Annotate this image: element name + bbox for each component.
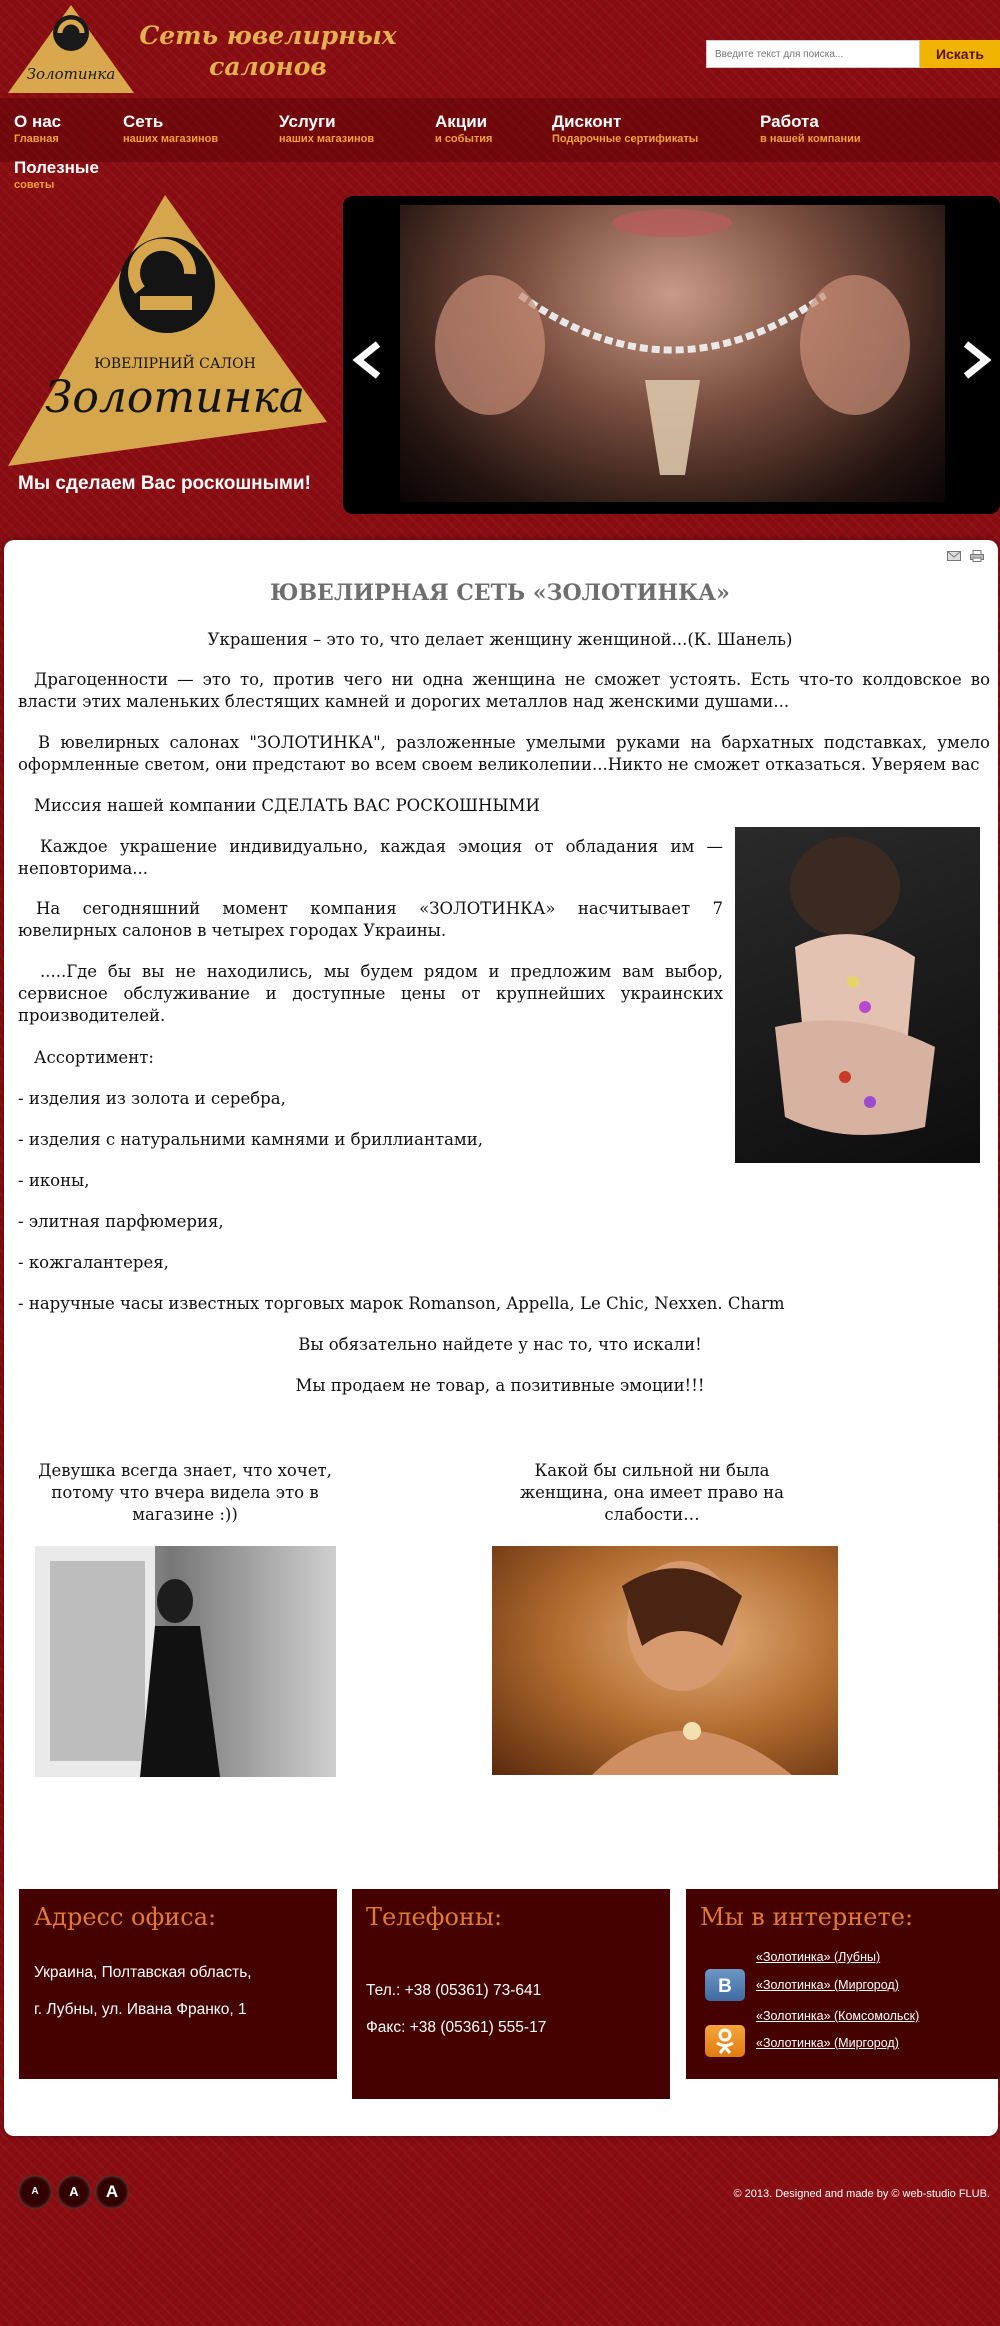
phones-heading: Телефоны: <box>366 1903 503 1931</box>
slider-prev-arrow-icon[interactable] <box>350 340 386 380</box>
paragraph-1: Драгоценности — это то, против чего ни одна женщина не сможет устоять. Есть что-то колдовское во власти этих маленьких блестящих камней и дорогих металлов над женскими душами... <box>18 670 990 711</box>
assortment-item: - изделия с натуральними камнями и бриллиантами, <box>18 1130 484 1149</box>
nav-title: Работа <box>760 112 819 131</box>
nav-item-promotions[interactable] <box>435 112 492 146</box>
assortment-item: - кожгалантерея, <box>18 1253 169 1272</box>
social-link-myrhorod[interactable]: «Золотинка» (Миргород) <box>756 1978 899 1992</box>
nav-title: Услуги <box>279 112 336 131</box>
paragraph-6: .....Где бы вы не находились, мы будем рядом и предложим вам выбор, сервисное обслуживание и доступные цены от крупнейших украинских производителей. <box>18 962 723 1025</box>
logo-script: Золотинка <box>45 372 305 423</box>
nav-item-about[interactable] <box>14 112 61 146</box>
nav-subtitle: советы <box>14 179 55 191</box>
nav-title: О нас <box>14 112 62 131</box>
nav-item-jobs[interactable] <box>760 112 861 146</box>
page-title: ЮВЕЛИРНАЯ СЕТЬ «ЗОЛОТИНКА» <box>270 580 730 606</box>
search-input[interactable] <box>706 40 920 68</box>
caption-left: Девушка всегда знает, что хочет, потому что вчера видела это в магазине :)) <box>38 1461 332 1524</box>
address-heading: Адресс офиса: <box>34 1903 217 1931</box>
assortment-item: - элитная парфюмерия, <box>18 1212 224 1231</box>
nav-title: Дисконт <box>552 112 622 131</box>
quote: Украшения – это то, что делает женщину женщиной...(К. Шанель) <box>207 630 793 649</box>
social-link-komsomolsk[interactable]: «Золотинка» (Комсомольск) <box>756 2009 920 2023</box>
nav-subtitle: наших магазинов <box>123 133 219 145</box>
tagline-line-1: Сеть ювелирных <box>139 21 397 50</box>
nav-subtitle: в нашей компании <box>760 133 861 145</box>
brand-logo-large <box>5 190 330 468</box>
rings-photo <box>735 827 980 1163</box>
caption-right: Какой бы сильной ни была женщина, она имеет право на слабости… <box>519 1461 785 1524</box>
slide-image-necklace <box>400 205 945 502</box>
paragraph-4: Каждое украшение индивидуально, каждая эмоция от обладания им — неповторима... <box>18 837 723 878</box>
phone-number: Тел.: +38 (05361) 73-641 <box>366 1982 542 1999</box>
nav-title: Полезные <box>14 158 99 177</box>
search-button[interactable]: Искать <box>920 40 1000 68</box>
nav-subtitle: Главная <box>14 133 59 145</box>
nav-subtitle: Подарочные сертификаты <box>552 133 699 145</box>
font-size-medium-button[interactable]: A <box>57 2175 91 2209</box>
nav-item-services[interactable] <box>279 112 374 146</box>
slogan: Мы сделаем Вас роскошными! <box>18 473 311 494</box>
tagline-line-2: салонов <box>209 52 327 81</box>
vkontakte-icon[interactable] <box>705 1969 745 2001</box>
svg-text:B: B <box>718 1976 732 1997</box>
nav-item-network[interactable] <box>123 112 218 146</box>
assortment-item: - изделия из золота и серебра, <box>18 1089 286 1108</box>
photo-window-shopping <box>35 1546 336 1777</box>
nav-title: Сеть <box>123 112 164 131</box>
nav-subtitle: наших магазинов <box>279 133 375 145</box>
nav-item-discount[interactable] <box>552 112 698 146</box>
copyright: © 2013. Designed and made by © web-studio FLUB. <box>733 2188 990 2200</box>
closing-line-2: Мы продаем не товар, а позитивные эмоции!!! <box>295 1376 705 1395</box>
print-icon[interactable] <box>970 549 984 561</box>
site-logo[interactable] <box>6 3 136 95</box>
nav-title: Акции <box>435 112 488 131</box>
social-link-lubny[interactable]: «Золотинка» (Лубны) <box>756 1950 881 1964</box>
photo-woman-jewelry <box>492 1546 838 1775</box>
assortment-item: - наручные часы известных торговых марок Romanson, Appella, Le Chic, Nexxen. Charm <box>18 1294 785 1313</box>
logo-script-text: Золотинка <box>26 65 116 83</box>
paragraph-5: На сегодняшний момент компания «ЗОЛОТИНКА» насчитывает 7 ювелирных салонов в четырех городах Украины. <box>18 899 723 940</box>
logo-subtitle: ЮВЕЛІРНИЙ САЛОН <box>94 356 256 372</box>
fax-number: Факс: +38 (05361) 555-17 <box>366 2019 547 2036</box>
email-icon[interactable] <box>947 549 961 561</box>
assortment-item: - иконы, <box>18 1171 90 1190</box>
social-link-myrhorod-2[interactable]: «Золотинка» (Миргород) <box>756 2036 899 2050</box>
nav-item-tips[interactable] <box>14 158 99 192</box>
nav-subtitle: и события <box>435 133 493 145</box>
paragraph-2: В ювелирных салонах "ЗОЛОТИНКА", разложенные умелыми руками на бархатных подставках, умело оформленные светом, они предстают во всем своем великолепии...Никто не сможет отказаться. Уверяем вас <box>18 733 990 774</box>
address-line-2: г. Лубны, ул. Ивана Франко, 1 <box>34 2001 247 2018</box>
font-size-small-button[interactable]: A <box>18 2175 52 2209</box>
social-heading: Мы в интернете: <box>700 1903 914 1931</box>
site-tagline <box>138 20 398 82</box>
closing-line-1: Вы обязательно найдете у нас то, что искали! <box>298 1335 702 1354</box>
paragraph-mission: Миссия нашей компании СДЕЛАТЬ ВАС РОСКОШНЫМИ <box>34 796 540 815</box>
assortment-title: Ассортимент: <box>34 1048 154 1067</box>
font-size-large-button[interactable]: A <box>95 2175 129 2209</box>
address-line-1: Украина, Полтавская область, <box>34 1964 252 1981</box>
odnoklassniki-icon[interactable] <box>705 2025 745 2057</box>
slider-next-arrow-icon[interactable] <box>958 340 994 380</box>
